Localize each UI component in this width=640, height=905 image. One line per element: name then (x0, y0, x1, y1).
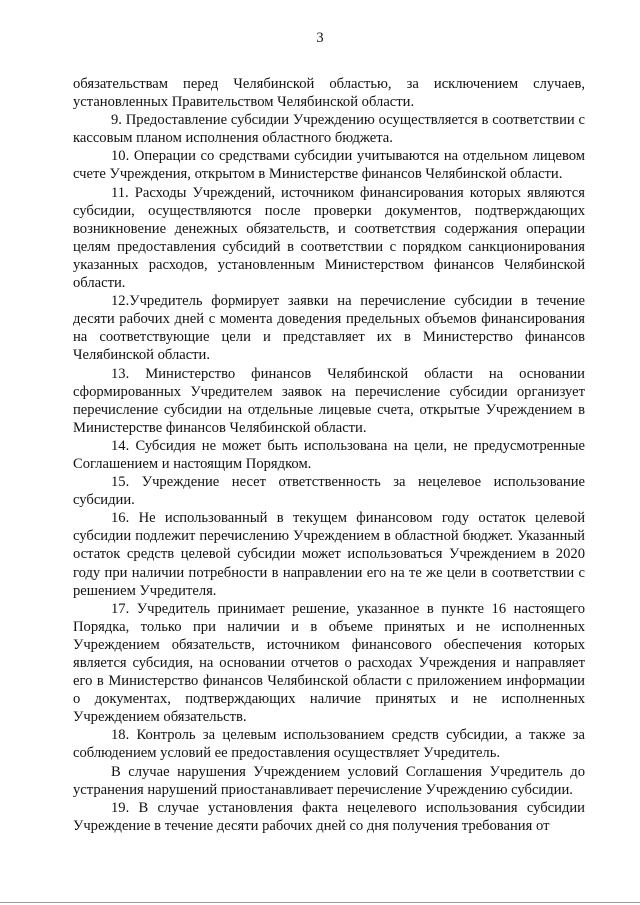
paragraph-item-12: 12.Учредитель формирует заявки на перечисление субсидии в течение десяти рабочих дней с момента доведения предельных объемов финансирования на соответствующие цели и представляет их в Министерство финансов Челябинской области. (73, 293, 585, 364)
paragraph-item-15: 15. Учреждение несет ответственность за нецелевое использование субсидии. (73, 474, 585, 509)
paragraph-continuation: обязательствам перед Челябинской областью, за исключением случаев, установленных Правительством Челябинской области. (73, 76, 585, 111)
paragraph-item-11: 11. Расходы Учреждений, источником финансирования которых являются субсидии, осуществляются после проверки документов, подтверждающих возникновение денежных обязательств, и соответствия содержания операции целям предоставления субсидий в соответствии с порядком санкционирования указанных расходов, установленным Министерством финансов Челябинской области. (73, 184, 585, 292)
paragraph-item-13: 13. Министерство финансов Челябинской области на основании сформированных Учредителем заявок на перечисление субсидии организует перечисление субсидии на отдельные лицевые счета, открытые Учреждением в Министерстве финансов Челябинской области. (73, 365, 585, 436)
page-bottom-edge (0, 902, 640, 903)
paragraph-item-14: 14. Субсидия не может быть использована на цели, не предусмотренные Соглашением и настоящим Порядком. (73, 437, 585, 472)
paragraph-item-19: 19. В случае установления факта нецелевого использования субсидии Учреждение в течение десяти рабочих дней со дня получения требования от (73, 799, 585, 834)
paragraph-item-9: 9. Предоставление субсидии Учреждению осуществляется в соответствии с кассовым планом исполнения областного бюджета. (73, 112, 585, 147)
paragraph-item-10: 10. Операции со средствами субсидии учитываются на отдельном лицевом счете Учреждения, открытом в Министерстве финансов Челябинской области. (73, 148, 585, 183)
paragraph-item-16: 16. Не использованный в текущем финансовом году остаток целевой субсидии подлежит перечислению Учреждением в областной бюджет. Указанный остаток средств целевой субсидии может использоваться Учреждением в 2020 году при наличии потребности в направлении его на те же цели в соответствии с решением Учредителя. (73, 510, 585, 599)
paragraph-violation-case: В случае нарушения Учреждением условий Соглашения Учредитель до устранения нарушений приостанавливает перечисление Учреждению субсидии. (73, 763, 585, 798)
paragraph-item-18: 18. Контроль за целевым использованием средств субсидии, а также за соблюдением условий ее предоставления осуществляет Учредитель. (73, 727, 585, 762)
page-number: 3 (316, 30, 324, 46)
paragraph-item-17: 17. Учредитель принимает решение, указанное в пункте 16 настоящего Порядка, только при наличии и в объеме принятых и не исполненных Учреждением обязательств, источником финансового обеспечения которых является субсидия, на основании отчетов о расходах Учреждения и направляет его в Министерство финансов Челябинской области с приложением информации о документах, подтверждающих наличие принятых и не исполненных Учреждением обязательств. (73, 600, 585, 726)
document-body (73, 75, 585, 835)
